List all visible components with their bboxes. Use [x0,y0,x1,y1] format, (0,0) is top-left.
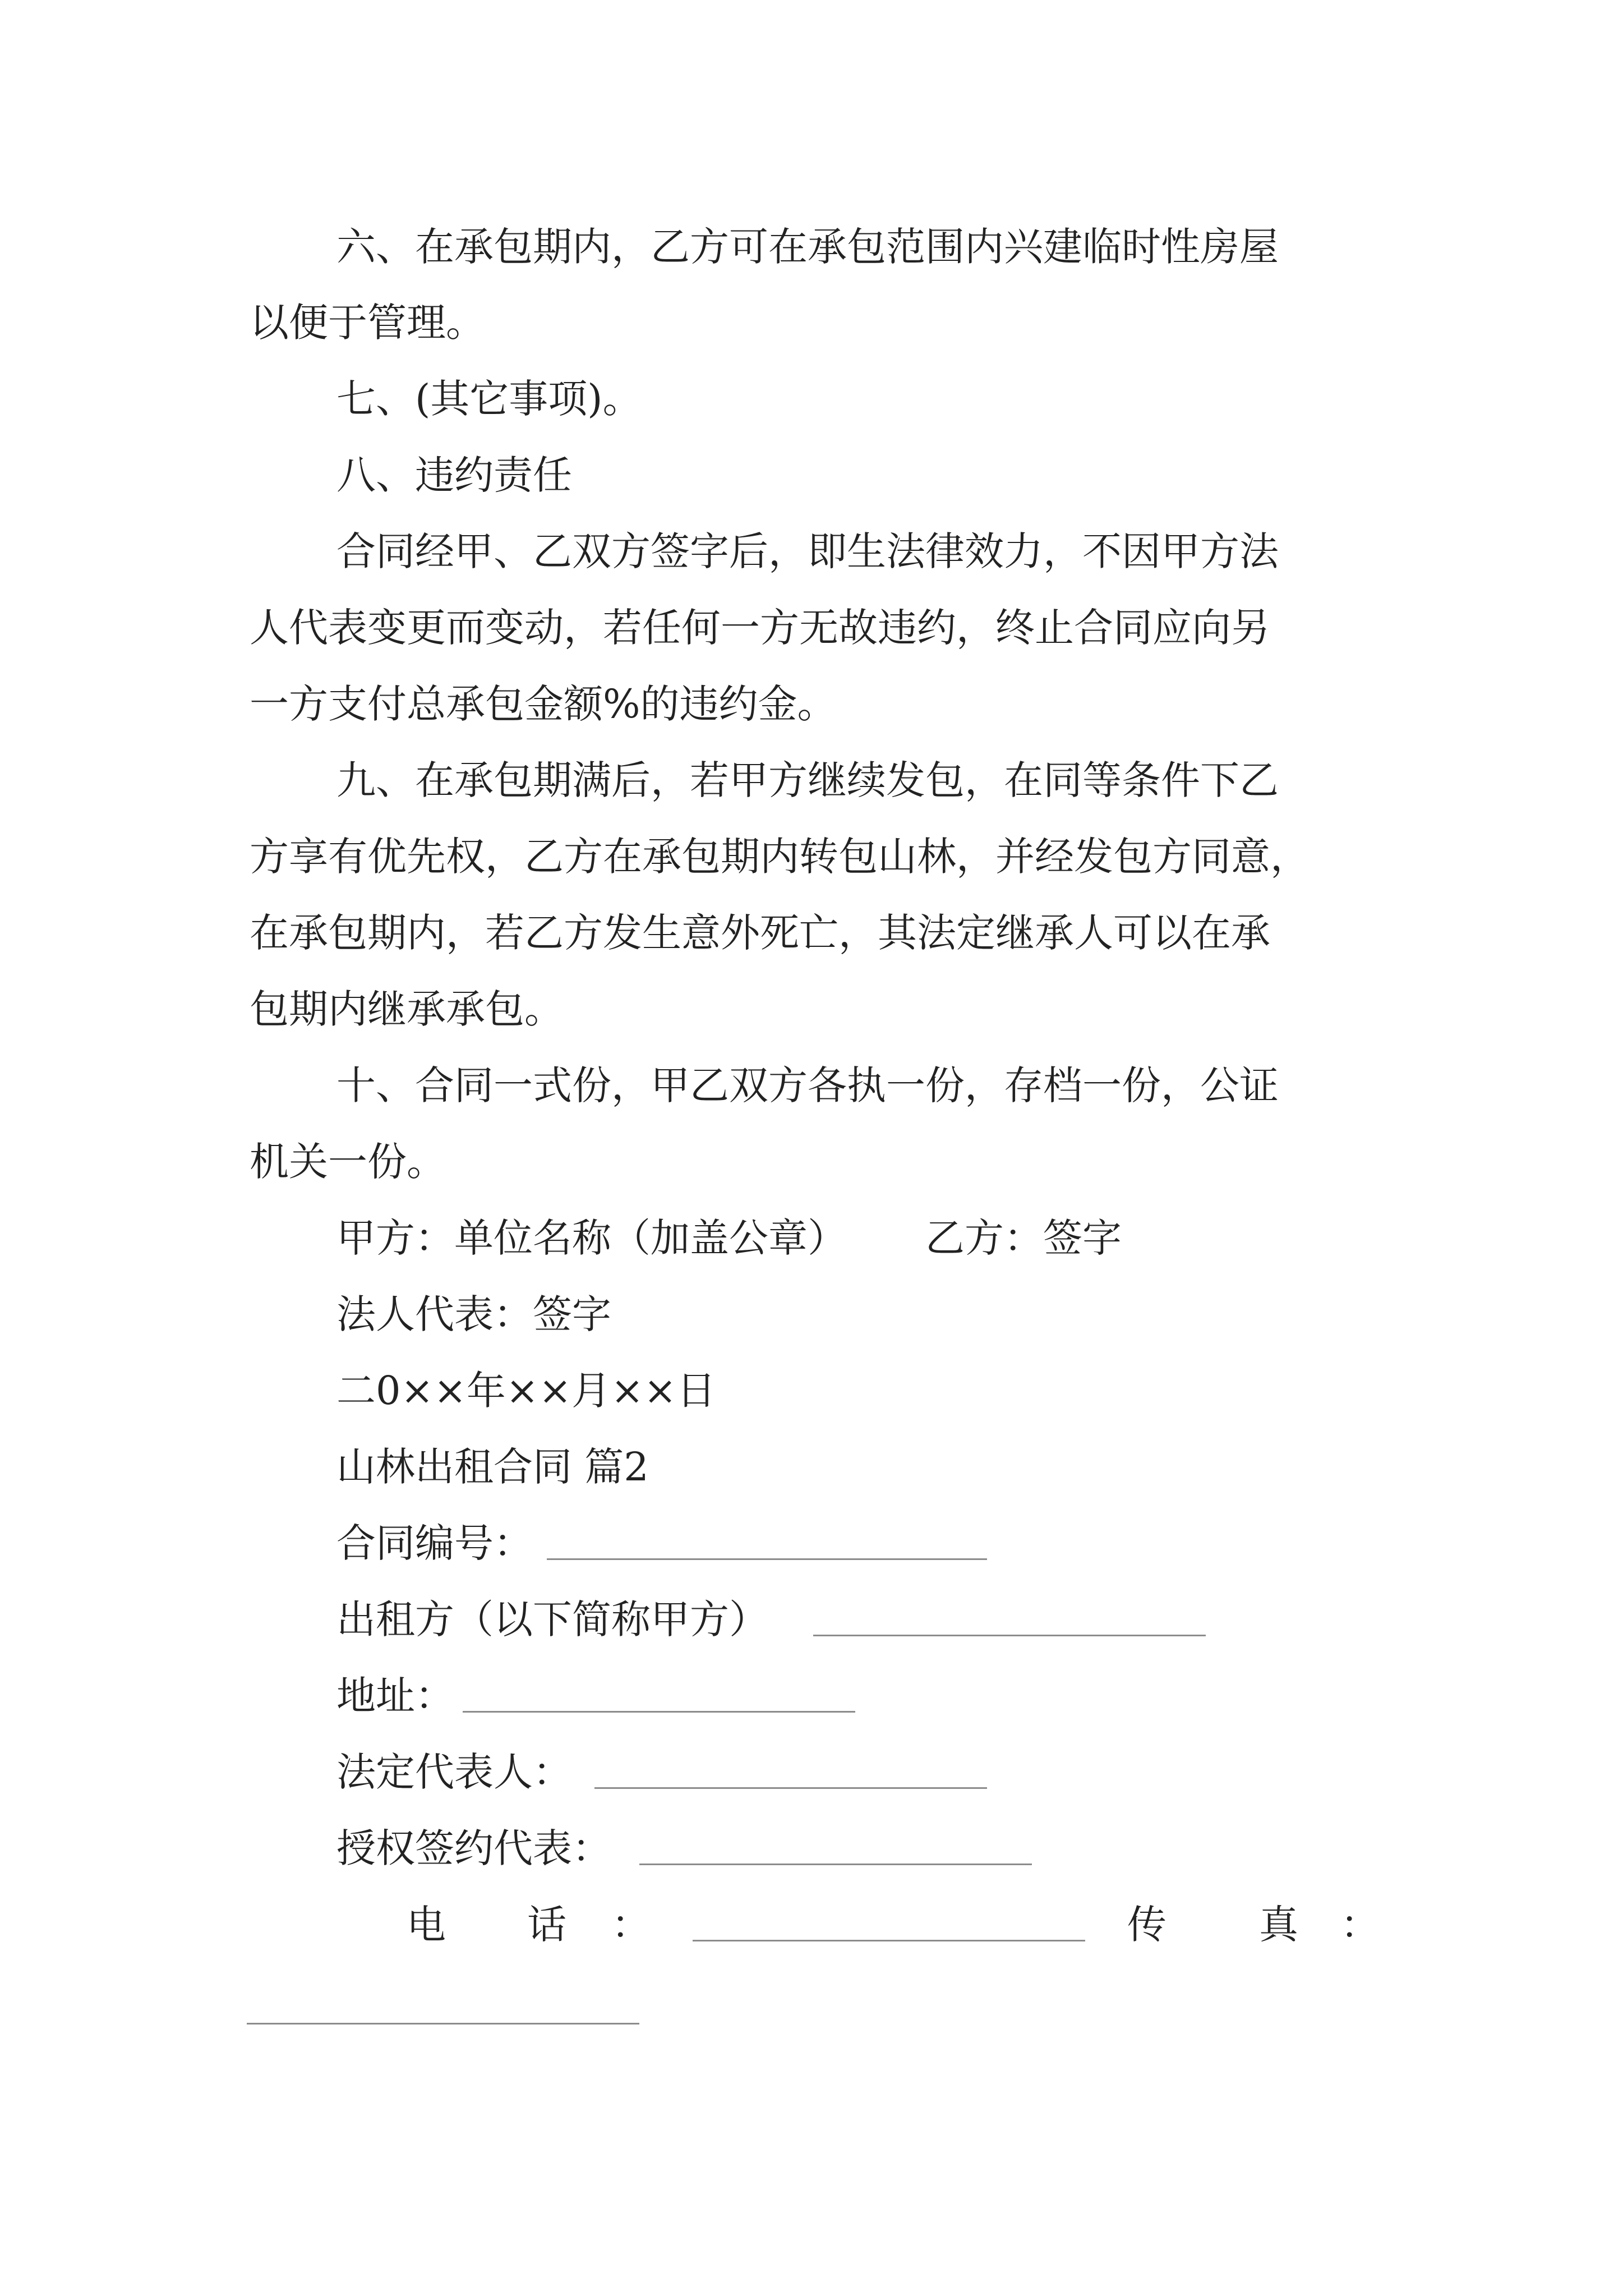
clause-10-line-2: 机关一份。 [250,1139,446,1185]
address-label: 地址： [336,1673,454,1719]
clause-9-line-2: 方享有优先权，乙方在承包期内转包山林，并经发包方同意， [250,834,1310,880]
clause-9-line-3: 在承包期内，若乙方发生意外死亡，其法定继承人可以在承 [250,910,1270,956]
fax-label-char-1: 传 [1127,1902,1166,1948]
clause-10-line-1: 十、合同一式份，甲乙双方各执一份，存档一份，公证 [336,1062,1279,1108]
authorized-representative-label: 授权签约代表： [336,1825,611,1871]
party-a-signature: 甲方：单位名称（加盖公章） [336,1215,847,1261]
clause-8-line-1: 合同经甲、乙双方签字后，即生法律效力，不因甲方法 [336,528,1279,574]
clause-8-line-3: 一方支付总承包金额%的违约金。 [250,681,837,727]
phone-colon: ： [611,1902,651,1948]
contract-number-label: 合同编号： [336,1520,533,1566]
legal-representative-label: 法定代表人： [336,1749,572,1795]
fax-label-char-2: 真 [1259,1902,1298,1948]
clause-6-line-1: 六、在承包期内，乙方可在承包范围内兴建临时性房屋 [336,224,1279,270]
lessor-blank [813,1635,1206,1636]
legal-representative-signature: 法人代表：签字 [336,1291,611,1337]
clause-8-line-2: 人代表变更而变动，若任何一方无故违约，终止合同应向另 [250,605,1270,651]
phone-label-char-1: 电 [407,1902,446,1948]
phone-blank [693,1940,1085,1941]
phone-label-char-2: 话 [527,1902,566,1948]
fax-colon: ： [1340,1902,1380,1948]
authorized-representative-blank [639,1864,1032,1865]
lessor-label: 出租方（以下简称甲方） [336,1596,768,1642]
legal-representative-blank [594,1787,987,1789]
clause-8-heading: 八、违约责任 [336,452,572,498]
signing-date: 二0××年××月××日 [336,1368,716,1414]
clause-7: 七、(其它事项)。 [336,376,642,422]
address-blank [463,1711,855,1713]
contract-2-title: 山林出租合同 篇2 [336,1444,649,1490]
clause-6-line-2: 以便于管理。 [250,300,485,346]
contract-number-blank [547,1558,987,1560]
clause-9-line-4: 包期内继承承包。 [250,986,564,1032]
fax-blank [247,2023,639,2024]
party-b-signature: 乙方：签字 [925,1215,1122,1261]
clause-9-line-1: 九、在承包期满后，若甲方继续发包，在同等条件下乙 [336,757,1279,803]
